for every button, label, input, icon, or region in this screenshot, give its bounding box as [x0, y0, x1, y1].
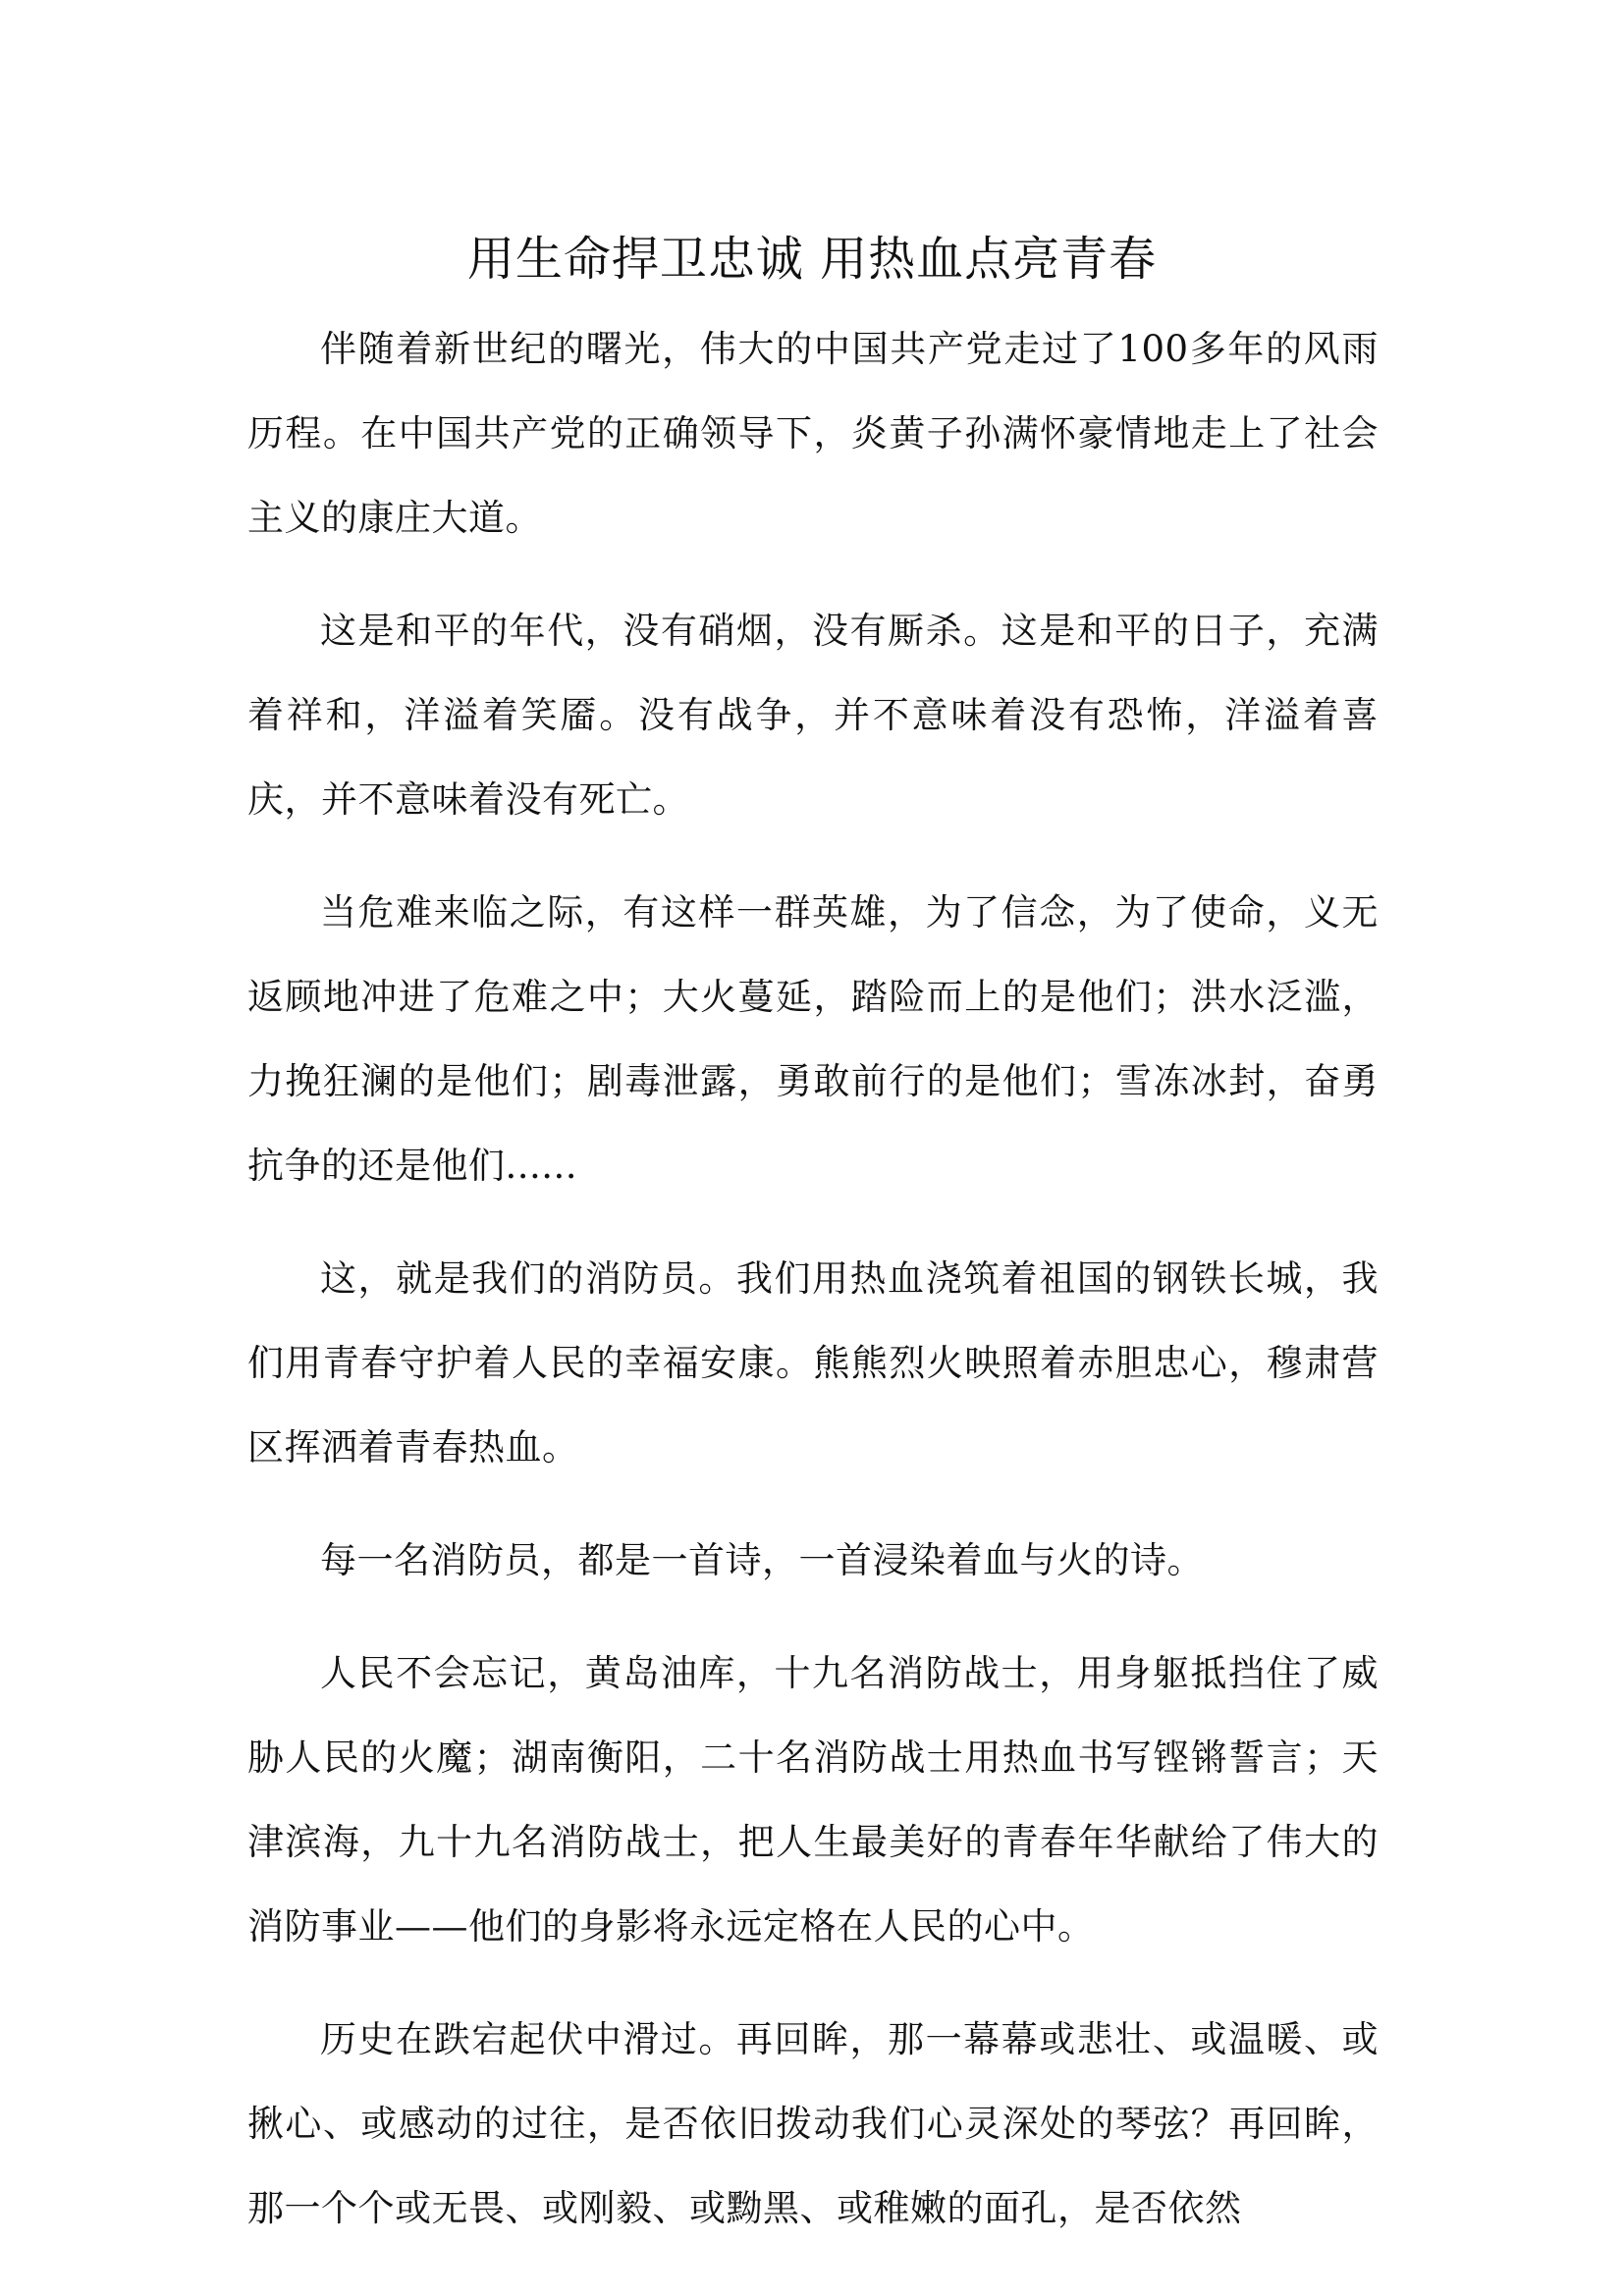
paragraph-6: 人民不会忘记，黄岛油库，十九名消防战士，用身躯抵挡住了威胁人民的火魔；湖南衡阳，二十名消防战士用热血书写铿锵誓言；天津滨海，九十九名消防战士，把人生最美好的青春年华献给了伟大的消防事业——他们的身影将永远定格在人民的心中。 [247, 1652, 1379, 1948]
paragraph-7: 历史在跌宕起伏中滑过。再回眸，那一幕幕或悲壮、或温暖、或揪心、或感动的过往，是否依旧拨动我们心灵深处的琴弦？再回眸，那一个个或无畏、或刚毅、或黝黑、或稚嫩的面孔，是否依然 [247, 2018, 1379, 2229]
paragraph-5: 每一名消防员，都是一首诗，一首浸染着血与火的诗。 [320, 1539, 1204, 1581]
document-body [247, 307, 1379, 2279]
paragraph-4: 这，就是我们的消防员。我们用热血浇筑着祖国的钢铁长城，我们用青春守护着人民的幸福安康。熊熊烈火映照着赤胆忠心，穆肃营区挥洒着青春热血。 [247, 1257, 1379, 1468]
paragraph-2: 这是和平的年代，没有硝烟，没有厮杀。这是和平的日子，充满着祥和，洋溢着笑靥。没有战争，并不意味着没有恐怖，洋溢着喜庆，并不意味着没有死亡。 [247, 610, 1379, 821]
paragraph-3: 当危难来临之际，有这样一群英雄，为了信念，为了使命，义无返顾地冲进了危难之中；大火蔓延，踏险而上的是他们；洪水泛滥，力挽狂澜的是他们；剧毒泄露，勇敢前行的是他们；雪冻冰封，奋勇抗争的还是他们...... [247, 891, 1379, 1187]
paragraph-1: 伴随着新世纪的曙光，伟大的中国共产党走过了100多年的风雨历程。在中国共产党的正确领导下，炎黄子孙满怀豪情地走上了社会主义的康庄大道。 [247, 328, 1379, 539]
document-title: 用生命捍卫忠诚 用热血点亮青春 [466, 232, 1158, 287]
